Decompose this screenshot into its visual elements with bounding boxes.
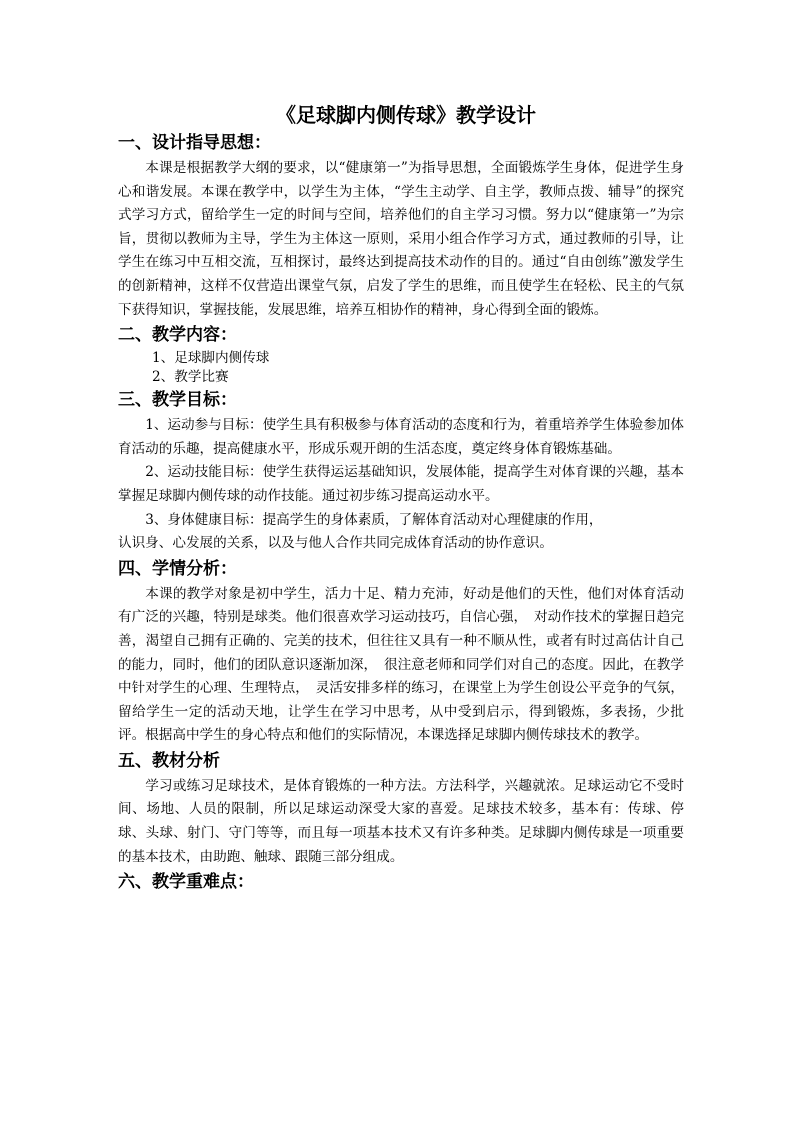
section-teaching-content bbox=[118, 322, 684, 387]
section-heading: 三、教学目标： bbox=[118, 390, 237, 411]
paragraph: 1、运动参与目标：使学生具有积极参与体育活动的态度和行为，着重培养学生体验参加体育活动的乐趣，提高健康水平，形成乐观开朗的生活态度，奠定终身体育锻炼基础。 bbox=[118, 417, 684, 457]
section-heading: 四、学情分析： bbox=[118, 558, 237, 579]
document-title: 《足球脚内侧传球》教学设计 bbox=[276, 103, 536, 127]
section-heading: 六、教学重难点： bbox=[118, 872, 254, 893]
paragraph: 2、运动技能目标：使学生获得运运基础知识，发展体能，提高学生对体育课的兴趣，基本掌握足球脚内侧传球的动作技能。通过初步练习提高运动水平。 bbox=[118, 464, 684, 504]
list-item: 2、教学比赛 bbox=[152, 369, 229, 386]
document-page bbox=[118, 100, 684, 896]
list-item: 1、足球脚内侧传球 bbox=[152, 350, 270, 367]
section-student-analysis bbox=[118, 556, 684, 748]
paragraph: 认识身、心发展的关系，以及与他人合作共同完成体育活动的协作意识。 bbox=[118, 535, 553, 552]
paragraph: 3、身体健康目标：提高学生的身体素质，了解体育活动对心理健康的作用， bbox=[145, 511, 603, 528]
paragraph: 本课的教学对象是初中学生，活力十足、精力充沛，好动是他们的天性，他们对体育活动有广泛的兴趣，特别是球类。他们很喜欢学习运动技巧，自信心强， 对动作技术的掌握日趋完善，渴望自己拥有正确的、完美的技术，但往往又具有一种不顺从性，或者有时过高估计自己的能力，同时，他们的团队意识逐渐加深， 很注意老师和同学们对自己的态度。因此，在教学中针对学生的心理、生理特点， 灵活安排多样的练习，在课堂上为学生创设公平竞争的气氛，留给学生一定的活动天地，让学生在学习中思考，从中受到启示，得到锻炼，多表扬，少批评。根据高中学生的身心特点和他们的实际情况，本课选择足球脚内侧传球技术的教学。 bbox=[118, 585, 684, 744]
section-material-analysis bbox=[118, 748, 684, 869]
section-heading: 一、设计指导思想： bbox=[118, 133, 271, 153]
section-guiding-thought bbox=[118, 130, 684, 322]
section-heading: 二、教学内容： bbox=[118, 325, 237, 346]
section-key-difficulties bbox=[118, 869, 684, 896]
paragraph: 学习或练习足球技术，是体育锻炼的一种方法。方法科学，兴趣就浓。足球运动它不受时间、场地、人员的限制，所以足球运动深受大家的喜爱。足球技术较多，基本有：传球、停球、头球、射门、守门等等，而且每一项基本技术又有许多种类。足球脚内侧传球是一项重要的基本技术，由助跑、触球、跟随三部分组成。 bbox=[118, 777, 684, 865]
section-teaching-objectives bbox=[118, 387, 684, 556]
paragraph: 本课是根据教学大纲的要求，以“健康第一”为指导思想，全面锻炼学生身体，促进学生身心和谐发展。本课在教学中，以学生为主体，“学生主动学、自主学，教师点拨、辅导”的探究式学习方式，留给学生一定的时间与空间，培养他们的自主学习习惯。努力以“健康第一”为宗旨，贯彻以教师为主导，学生为主体这一原则，采用小组合作学习方式，通过教师的引导，让学生在练习中互相交流，互相探讨，最终达到提高技术动作的目的。通过“自由创练”激发学生的创新精神，这样不仅营造出课堂气氛，启发了学生的思维，而且使学生在轻松、民主的气氛下获得知识，掌握技能，发展思维，培养互相协作的精神，身心得到全面的锻炼。 bbox=[118, 160, 684, 318]
section-heading: 五、教材分析 bbox=[118, 750, 220, 771]
